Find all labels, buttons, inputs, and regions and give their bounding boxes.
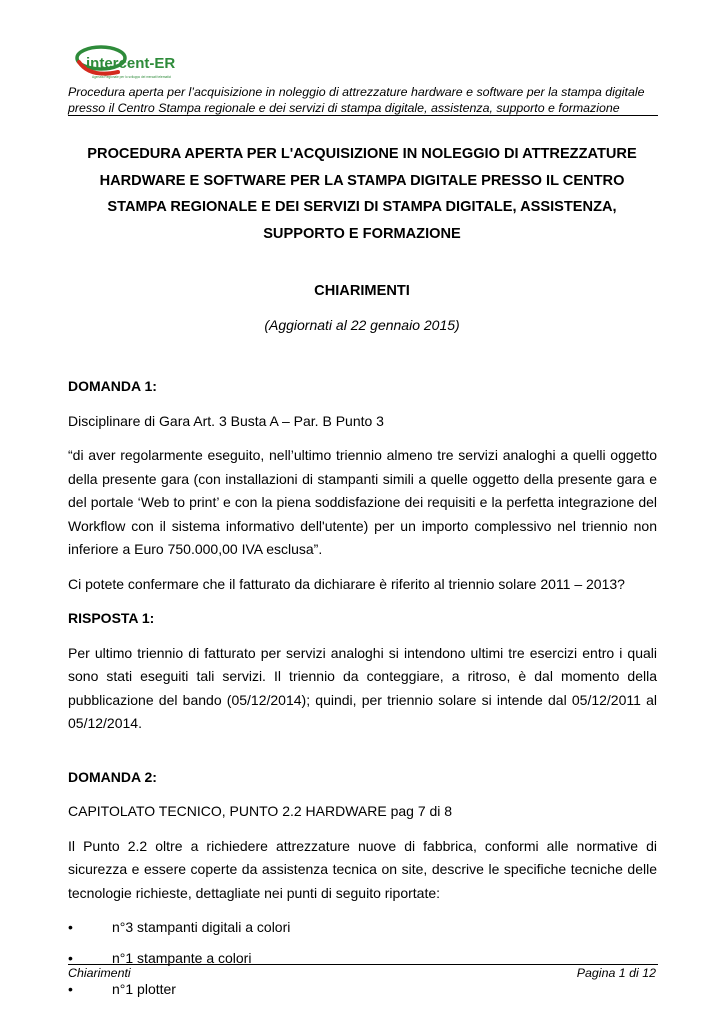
document-body — [68, 375, 657, 1009]
question-1-quote: “di aver regolarmente eseguito, nell’ultimo triennio almeno tre servizi analoghi a quelli oggetto della presente gara (con installazioni di stampanti simili a quelle oggetto della presente gara e del portale ‘Web to print’ e con la piena soddisfazione dei requisiti e la perfetta integrazione del Workflow con il sistema informativo dell'utente) per un importo complessivo nel triennio non inferiore a Euro 750.000,00 IVA esclusa”. — [68, 447, 657, 557]
question-2-reference: CAPITOLATO TECNICO, PUNTO 2.2 HARDWARE pag 7 di 8 — [68, 803, 453, 819]
logo-tagline: Agenzia Regionale per lo sviluppo dei mercati telematici — [92, 75, 172, 79]
answer-1-text: Per ultimo triennio di fatturato per servizi analoghi si intendono ultimi tre esercizi entro i quali sono stati eseguiti tali servizi. Il triennio da conteggiare, a ritroso, è dal momento della pubblicazione del bando (05/12/2014); quindi, per triennio solare si intende dal 05/12/2011 al 05/12/2014. — [68, 644, 657, 731]
list-item — [68, 947, 657, 978]
document-title-line-1: PROCEDURA APERTA PER L'ACQUISIZIONE IN NOLEGGIO DI ATTREZZATURE — [87, 146, 637, 162]
footer-divider — [68, 964, 658, 965]
running-header-line-1: Procedura aperta per l’acquisizione in noleggio di attrezzature hardware e software per la stampa digitale — [68, 85, 645, 99]
page-number: Pagina 1 di 12 — [576, 966, 656, 980]
bullet-icon: • — [68, 981, 73, 997]
intercent-er-logo — [70, 40, 180, 86]
header-divider — [68, 115, 658, 116]
document-title-line-3: STAMPA REGIONALE E DEI SERVIZI DI STAMPA DIGITALE, ASSISTENZA, — [107, 199, 617, 215]
list-item-text: n°3 stampanti digitali a colori — [112, 919, 291, 935]
section-title: CHIARIMENTI — [314, 283, 410, 299]
question-2-text: Il Punto 2.2 oltre a richiedere attrezzature nuove di fabbrica, conformi alle normative di sicurezza e essere coperte da assistenza tecnica on site, descrive le specifiche tecniche delle tecnologie richieste, dettagliate nei punti di seguito riportate: — [68, 837, 657, 901]
document-title — [68, 141, 656, 247]
running-header-line-2: presso il Centro Stampa regionale e dei servizi di stampa digitale, assistenza, supporto e formazione — [68, 101, 620, 115]
document-title-line-4: SUPPORTO E FORMAZIONE — [263, 225, 461, 242]
logo-wordmark: intercent-ER — [86, 55, 176, 72]
list-item — [68, 916, 657, 947]
answer-1-heading: RISPOSTA 1: — [68, 610, 155, 626]
question-2-heading: DOMANDA 2: — [68, 768, 157, 785]
document-title-line-2: HARDWARE E SOFTWARE PER LA STAMPA DIGITALE PRESSO IL CENTRO — [99, 172, 625, 189]
question-1-text: Ci potete confermare che il fatturato da dichiarare è riferito al triennio solare 2011 – 2013? — [68, 575, 625, 592]
list-item — [68, 978, 657, 1009]
bullet-icon: • — [68, 919, 73, 935]
footer-label: Chiarimenti — [68, 966, 131, 980]
bullet-icon: • — [68, 950, 73, 966]
running-header — [68, 84, 658, 116]
question-1-heading: DOMANDA 1: — [68, 378, 157, 394]
update-note: (Aggiornati al 22 gennaio 2015) — [264, 317, 460, 333]
list-item-text: n°1 stampante a colori — [112, 950, 252, 966]
question-1-reference: Disciplinare di Gara Art. 3 Busta A – Par. B Punto 3 — [68, 412, 384, 429]
list-item-text: n°1 plotter — [112, 981, 176, 997]
